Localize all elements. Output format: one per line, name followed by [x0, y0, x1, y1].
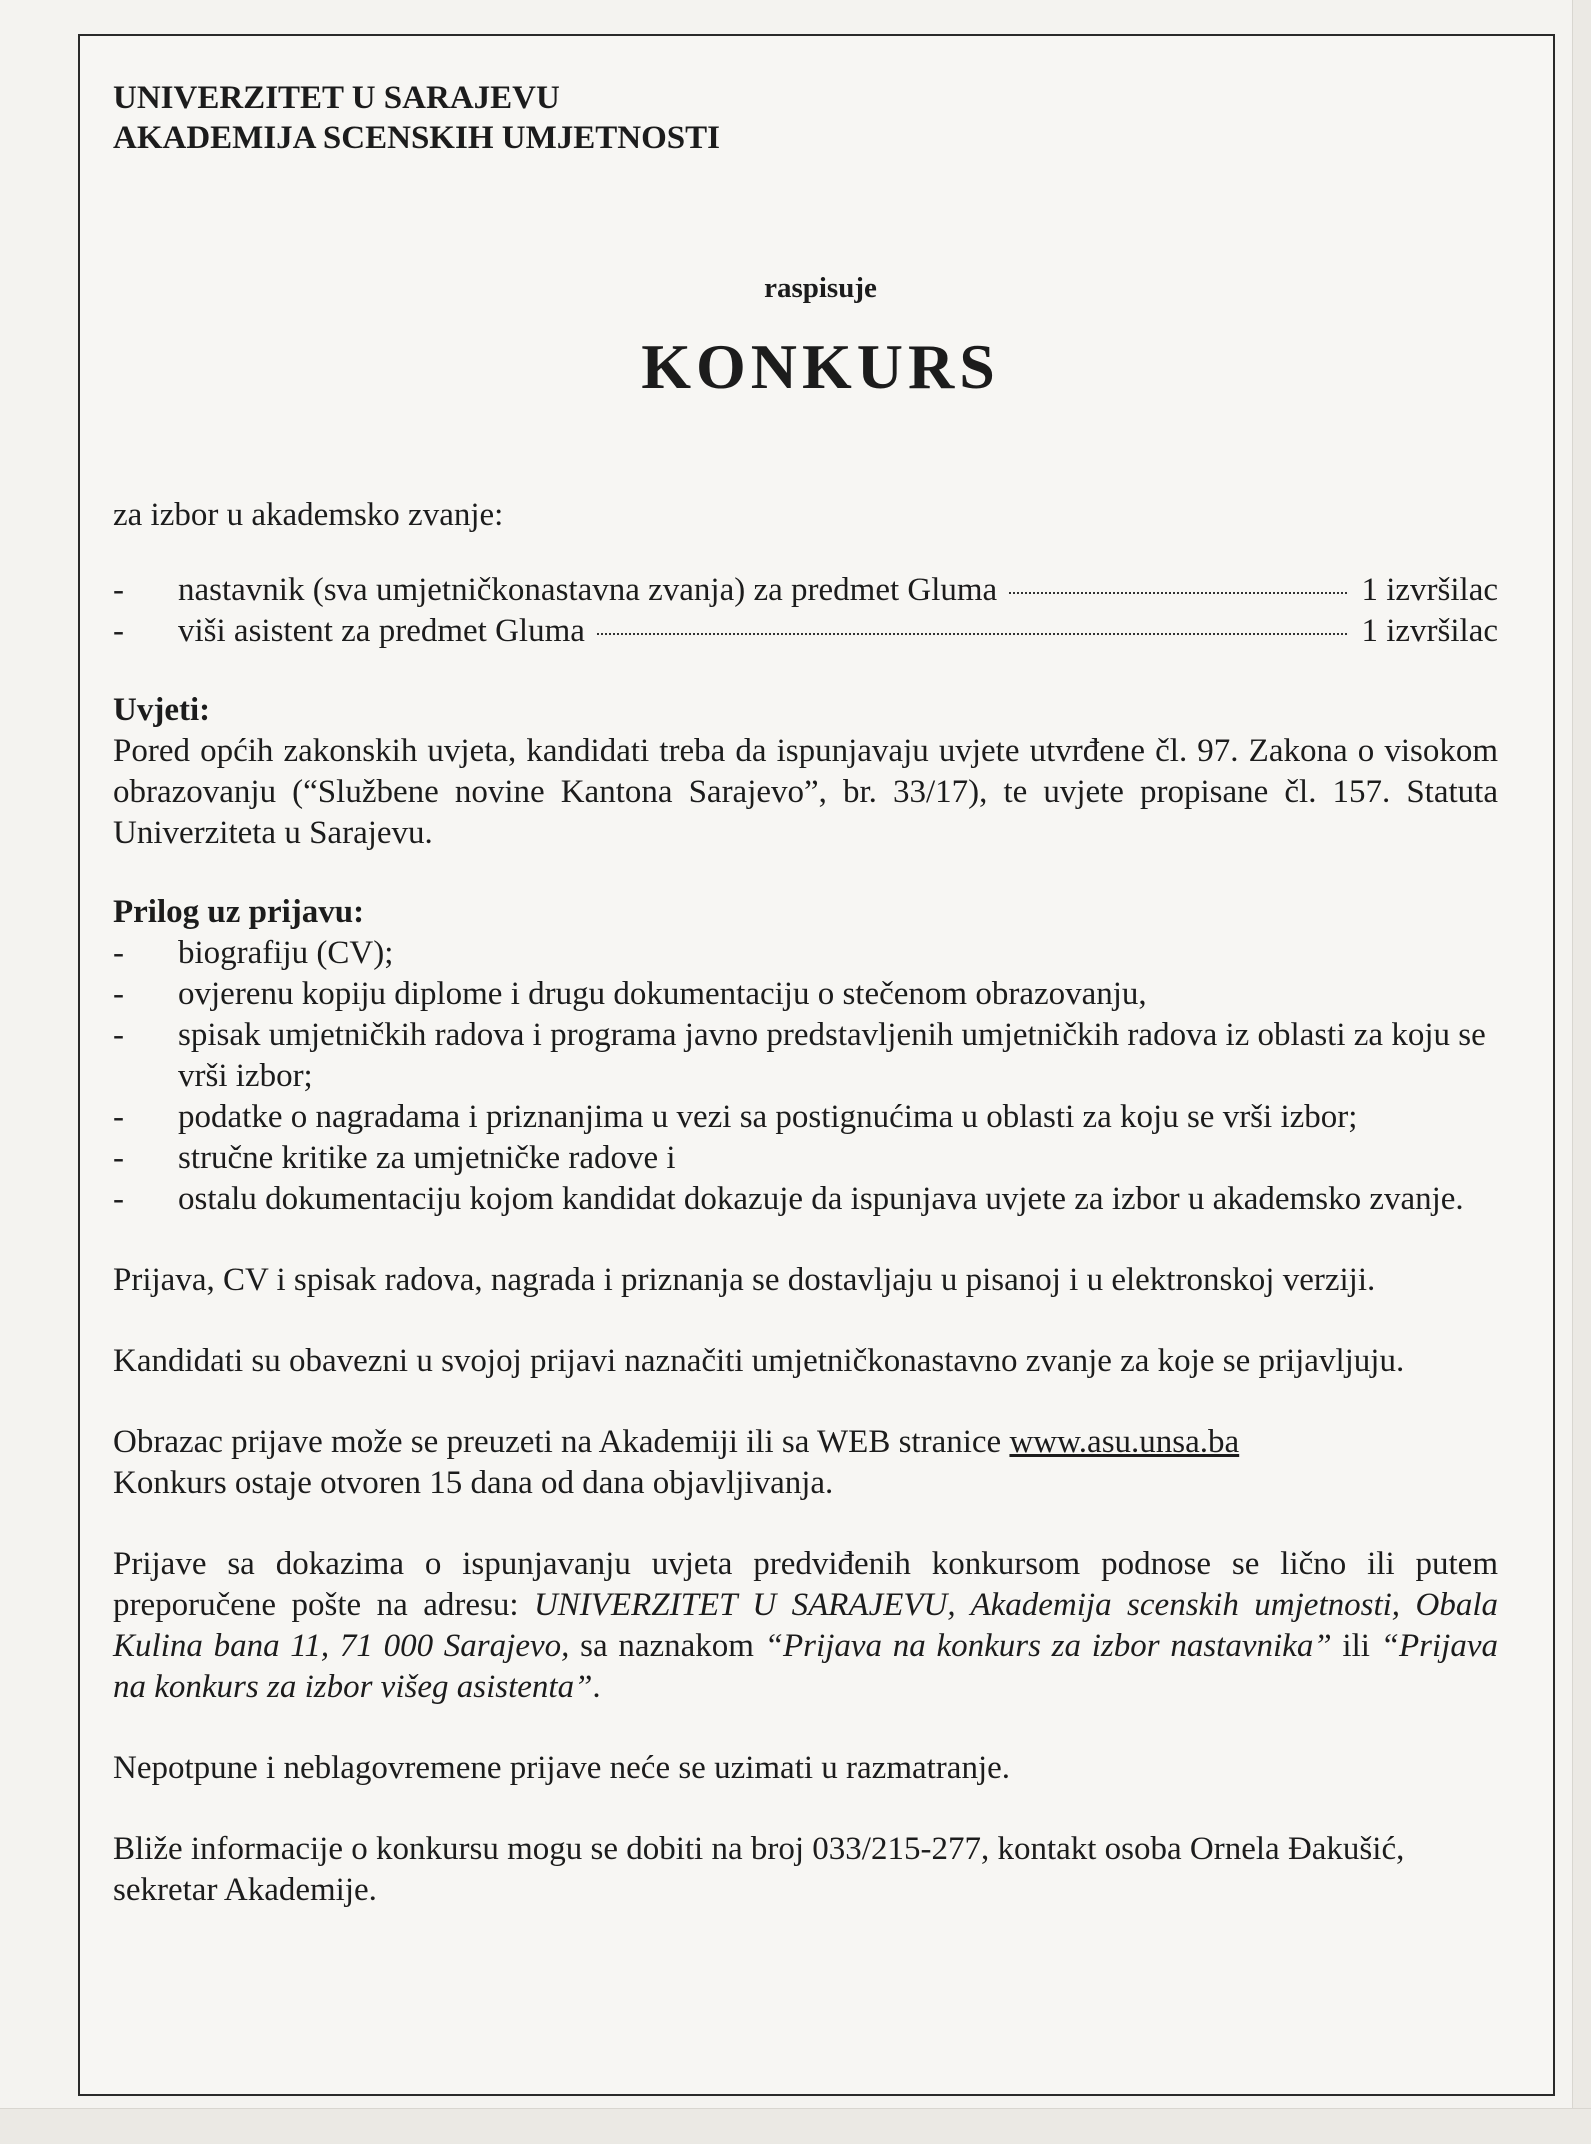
attachments-list [113, 933, 1498, 1220]
submission-label-teacher: “Prijava na konkurs za izbor nastavnika” [764, 1628, 1332, 1664]
attachment-text: biografiju (CV); [178, 935, 394, 971]
list-item [113, 974, 1498, 1015]
scan-edge-bottom [0, 2108, 1591, 2144]
list-item [113, 1015, 1498, 1097]
bullet-dash: - [113, 935, 124, 971]
bullet-dash: - [113, 613, 124, 649]
academy-name: AKADEMIJA SCENSKIH UMJETNOSTI [113, 120, 720, 156]
bullet-dash: - [113, 572, 124, 608]
bullet-dash: - [113, 1181, 124, 1217]
announce-verb: raspisuje [764, 272, 877, 304]
attachment-text: spisak umjetničkih radova i programa javno predstavljenih umjetničkih radova iz oblasti za koju se vrši izbor; [178, 1017, 1486, 1094]
submission-address: UNIVERZITET U SARAJEVU, Akademija scenskih umjetnosti, Obala Kulina bana 11, 71 000 Sarajevo, [113, 1587, 1498, 1664]
page-title: KONKURS [641, 331, 1000, 402]
submission-text: sa naznakom [569, 1628, 765, 1664]
positions-list [113, 570, 1498, 652]
position-item [113, 570, 1498, 611]
conditions-heading: Uvjeti: [113, 692, 211, 728]
position-count: 1 izvršilac [1361, 613, 1498, 649]
position-item [113, 611, 1498, 652]
list-item [113, 1097, 1498, 1138]
bullet-dash: - [113, 976, 124, 1012]
position-count: 1 izvršilac [1361, 572, 1498, 608]
incomplete-paragraph: Nepotpune i neblagovremene prijave neće se uzimati u razmatranje. [113, 1750, 1011, 1786]
attachment-text: podatke o nagradama i priznanjima u vezi sa postignućima u oblasti za koju se vrši izbor; [178, 1099, 1358, 1135]
position-name: nastavnik (sva umjetničkonastavna zvanja) za predmet Gluma [178, 572, 998, 608]
attachments-heading: Prilog uz prijavu: [113, 894, 365, 930]
candidates-paragraph: Kandidati su obavezni u svojoj prijavi naznačiti umjetničkonastavno zvanje za koje se prijavljuju. [113, 1343, 1405, 1379]
institution-header [113, 78, 1498, 158]
dot-leader [1009, 592, 1347, 594]
attachment-text: stručne kritike za umjetničke radove i [178, 1140, 676, 1176]
website-link[interactable]: www.asu.unsa.ba [1009, 1424, 1240, 1460]
submission-label-assistant: “Prijava na konkurs za izbor višeg asistenta” [113, 1628, 1498, 1705]
bullet-dash: - [113, 1099, 124, 1135]
dot-leader [597, 633, 1348, 635]
open-period-text: Konkurs ostaje otvoren 15 dana od dana objavljivanja. [113, 1465, 834, 1501]
submission-text: Prijave sa dokazima o ispunjavanju uvjeta predviđenih konkursom podnose se lično ili putem preporučene pošte na adresu: [113, 1546, 1498, 1623]
submission-text: . [592, 1669, 601, 1705]
attachment-text: ostalu dokumentaciju kojom kandidat dokazuje da ispunjava uvjete za izbor u akademsko zvanje. [178, 1181, 1464, 1217]
conditions-text: Pored općih zakonskih uvjeta, kandidati treba da ispunjavaju uvjete utvrđene čl. 97. Zakona o visokom obrazovanju (“Službene novine Kantona Sarajevo”, br. 33/17), te uvjete propisane čl. 157. Statuta Univerziteta u Sarajevu. [113, 733, 1498, 851]
bullet-dash: - [113, 1017, 124, 1053]
position-name: viši asistent za predmet Gluma [178, 613, 585, 649]
bullet-dash: - [113, 1140, 124, 1176]
form-paragraph [113, 1422, 1498, 1504]
scan-edge-right [1572, 0, 1591, 2143]
list-item [113, 1138, 1498, 1179]
attachment-text: ovjerenu kopiju diplome i drugu dokumentaciju o stečenom obrazovanju, [178, 976, 1147, 1012]
list-item [113, 933, 1498, 974]
form-text: Obrazac prijave može se preuzeti na Akademiji ili sa WEB stranice [113, 1424, 1010, 1460]
university-name: UNIVERZITET U SARAJEVU [113, 80, 560, 116]
versions-paragraph: Prijava, CV i spisak radova, nagrada i priznanja se dostavljaju u pisanoj i u elektronskoj verziji. [113, 1262, 1376, 1298]
notice-document [113, 78, 1498, 1911]
intro-text: za izbor u akademsko zvanje: [113, 497, 504, 533]
submission-text: ili [1331, 1628, 1381, 1664]
info-paragraph: Bliže informacije o konkursu mogu se dobiti na broj 033/215-277, kontakt osoba Ornela Đakušić, sekretar Akademije. [113, 1831, 1405, 1908]
submission-paragraph [113, 1544, 1498, 1708]
list-item [113, 1179, 1498, 1220]
